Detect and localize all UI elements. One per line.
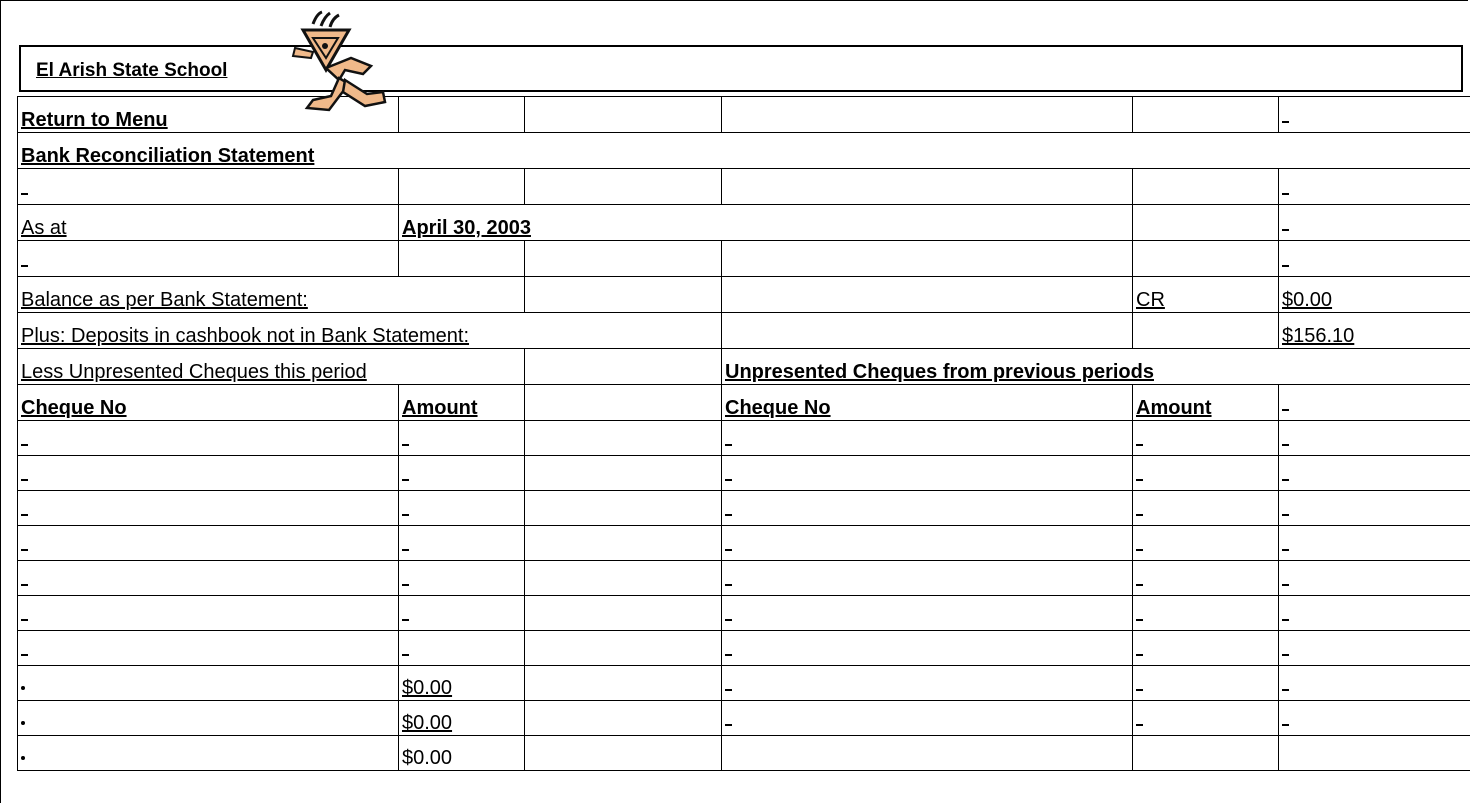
previous-cheques-heading: Unpresented Cheques from previous periods (725, 361, 1154, 383)
table-row (18, 205, 1470, 241)
placeholder-mark (21, 619, 28, 621)
placeholder-mark (21, 549, 28, 551)
placeholder-mark (725, 479, 732, 481)
table-row (18, 133, 1470, 169)
table-row (18, 701, 1470, 736)
placeholder-mark (402, 444, 409, 446)
placeholder-mark (1282, 619, 1289, 621)
placeholder-mark (1282, 444, 1289, 446)
table-row (18, 277, 1470, 313)
column-header-amount: Amount (402, 397, 478, 419)
table-row (18, 596, 1470, 631)
column-header-prev-cheque-no: Cheque No (725, 397, 831, 419)
placeholder-mark (725, 689, 732, 691)
placeholder-mark (725, 444, 732, 446)
balance-label: Balance as per Bank Statement: (21, 289, 308, 311)
table-row (18, 561, 1470, 596)
placeholder-mark (402, 584, 409, 586)
placeholder-mark (1136, 689, 1143, 691)
balance-type: CR (1136, 289, 1165, 311)
table-row (18, 526, 1470, 561)
deposits-label: Plus: Deposits in cashbook not in Bank Statement: (21, 325, 470, 347)
placeholder-mark (725, 724, 732, 726)
table-row (18, 491, 1470, 526)
reconciliation-table (17, 96, 1470, 771)
placeholder-mark (21, 514, 28, 516)
placeholder-mark (1136, 619, 1143, 621)
placeholder-mark (402, 654, 409, 656)
placeholder-mark (1136, 479, 1143, 481)
table-row (18, 313, 1470, 349)
placeholder-mark (725, 619, 732, 621)
balance-amount: $0.00 (1282, 289, 1333, 311)
placeholder-mark (21, 479, 28, 481)
subtotal-amount: $0.00 (402, 677, 453, 699)
placeholder-mark (21, 756, 25, 760)
page-title: Bank Reconciliation Statement (21, 145, 315, 167)
column-header-prev-amount: Amount (1136, 397, 1212, 419)
placeholder-mark (1282, 584, 1289, 586)
table-row (18, 97, 1470, 133)
table-row (18, 736, 1470, 771)
placeholder-mark (1282, 549, 1289, 551)
table-row (18, 421, 1470, 456)
placeholder-mark (1136, 654, 1143, 656)
current-cheques-heading: Less Unpresented Cheques this period (21, 361, 367, 383)
placeholder-mark (1136, 724, 1143, 726)
placeholder-mark (725, 654, 732, 656)
as-at-date: April 30, 2003 (402, 217, 531, 239)
placeholder-mark (1136, 514, 1143, 516)
running-figure-icon (283, 8, 393, 112)
placeholder-mark (21, 584, 28, 586)
placeholder-mark (402, 514, 409, 516)
placeholder-mark (1136, 444, 1143, 446)
placeholder-mark (1136, 549, 1143, 551)
placeholder-mark (1282, 654, 1289, 656)
placeholder-mark (1282, 409, 1289, 411)
placeholder-mark (1282, 724, 1289, 726)
placeholder-mark (725, 584, 732, 586)
return-to-menu-link[interactable]: Return to Menu (21, 109, 168, 131)
placeholder-mark (1282, 121, 1289, 123)
placeholder-mark (21, 265, 28, 267)
table-row (18, 666, 1470, 701)
placeholder-mark (1282, 514, 1289, 516)
deposits-amount: $156.10 (1282, 325, 1355, 347)
table-row (18, 456, 1470, 491)
placeholder-mark (1282, 689, 1289, 691)
placeholder-mark (1282, 265, 1289, 267)
as-at-label: As at (21, 217, 67, 239)
table-row (18, 631, 1470, 666)
placeholder-mark (21, 193, 28, 195)
placeholder-mark (402, 479, 409, 481)
subtotal-amount: $0.00 (402, 747, 453, 769)
subtotal-amount: $0.00 (402, 712, 453, 734)
table-row (18, 241, 1470, 277)
placeholder-mark (21, 654, 28, 656)
table-row (18, 169, 1470, 205)
school-header-box (19, 45, 1463, 92)
placeholder-mark (1136, 584, 1143, 586)
school-name: El Arish State School (36, 60, 228, 81)
column-header-cheque-no: Cheque No (21, 397, 127, 419)
placeholder-mark (402, 549, 409, 551)
placeholder-mark (725, 514, 732, 516)
placeholder-mark (1282, 229, 1289, 231)
placeholder-mark (21, 686, 25, 690)
placeholder-mark (725, 549, 732, 551)
placeholder-mark (1282, 193, 1289, 195)
placeholder-mark (21, 444, 28, 446)
table-row (18, 349, 1470, 385)
placeholder-mark (1282, 479, 1289, 481)
table-row (18, 385, 1470, 421)
placeholder-mark (21, 721, 25, 725)
placeholder-mark (402, 619, 409, 621)
